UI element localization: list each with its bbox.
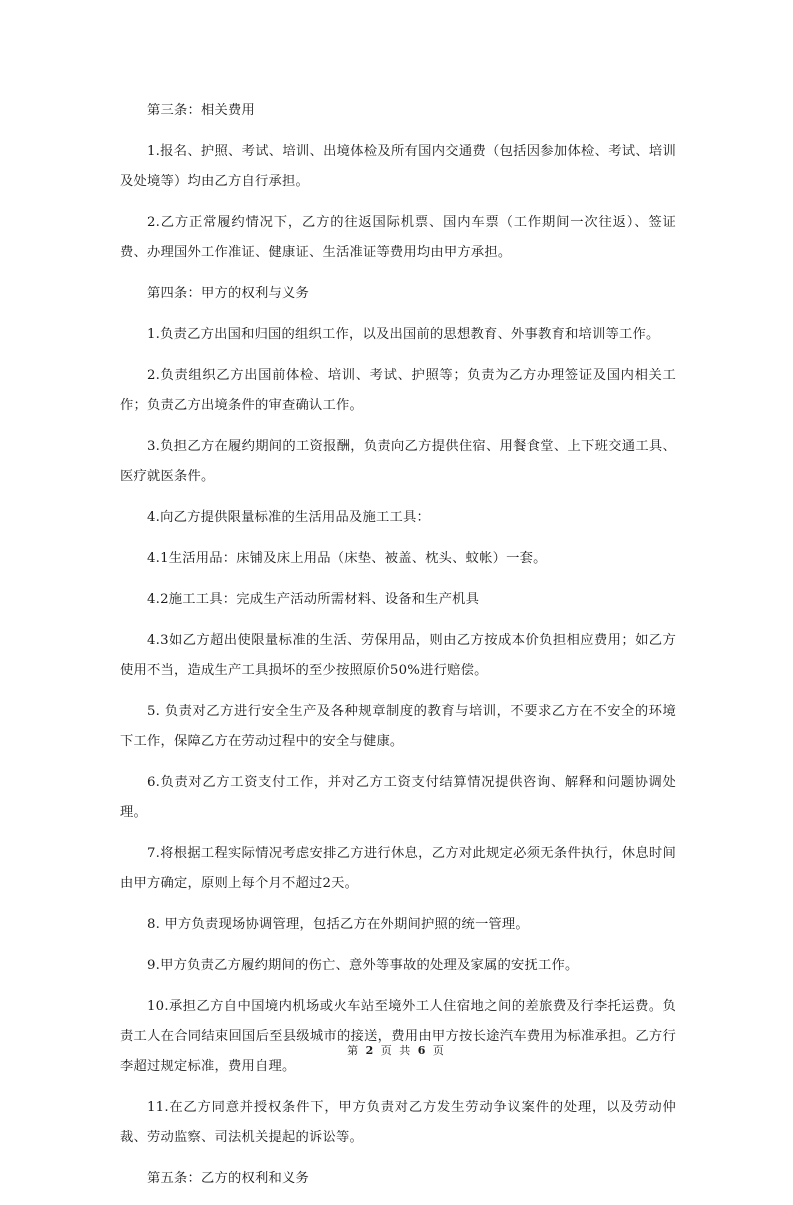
clause-3-1: 1.报名、护照、考试、培训、出境体检及所有国内交通费（包括因参加体检、考试、培训及处境等）均由乙方自行承担。 xyxy=(120,144,676,189)
clause-4-4-3: 4.3如乙方超出使限量标准的生活、劳保用品，则由乙方按成本价负担相应费用；如乙方使用不当，造成生产工具损坏的至少按照原价50%进行赔偿。 xyxy=(120,633,676,678)
footer-middle: 页 共 xyxy=(380,1044,413,1057)
clause-3-2: 2.乙方正常履约情况下，乙方的往返国际机票、国内车票（工作期间一次往返）、签证费、办理国外工作准证、健康证、生活准证等费用均由甲方承担。 xyxy=(120,215,676,260)
clause-4-4: 4.向乙方提供限量标准的生活用品及施工工具： xyxy=(147,510,431,525)
document-body xyxy=(120,96,676,1205)
footer-prefix: 第 xyxy=(347,1044,361,1057)
clause-4-1: 1.负责乙方出国和归国的组织工作，以及出国前的思想教育、外事教育和培训等工作。 xyxy=(147,327,660,342)
footer-page-number: 2 xyxy=(365,1044,376,1057)
footer-total-pages: 6 xyxy=(417,1044,428,1057)
clause-4-11: 11.在乙方同意并授权条件下，甲方负责对乙方发生劳动争议案件的处理，以及劳动仲裁、劳动监察、司法机关提起的诉讼等。 xyxy=(120,1100,676,1145)
footer-suffix: 页 xyxy=(432,1044,446,1057)
clause-4-8: 8. 甲方负责现场协调管理，包括乙方在外期间护照的统一管理。 xyxy=(147,917,529,932)
clause-4-7: 7.将根据工程实际情况考虑安排乙方进行休息，乙方对此规定必须无条件执行，休息时间由甲方确定，原则上每个月不超过2天。 xyxy=(120,846,676,891)
clause-4-6: 6.负责对乙方工资支付工作，并对乙方工资支付结算情况提供咨询、解释和问题协调处理。 xyxy=(120,775,676,820)
clause-4-4-2: 4.2施工工具：完成生产活动所需材料、设备和生产机具 xyxy=(147,592,480,607)
section-heading-4: 第四条：甲方的权利与义务 xyxy=(147,286,309,301)
page-footer xyxy=(0,1042,793,1058)
clause-4-10: 10.承担乙方自中国境内机场或火车站至境外工人住宿地之间的差旅费及行李托运费。负责工人在合同结束回国后至县级城市的接送，费用由甲方按长途汽车费用为标准承担。乙方行李超过规定标准，费用自理。 xyxy=(120,999,676,1074)
clause-4-4-1: 4.1生活用品：床铺及床上用品（床垫、被盖、枕头、蚊帐）一套。 xyxy=(147,551,547,566)
clause-4-2: 2.负责组织乙方出国前体检、培训、考试、护照等；负责为乙方办理签证及国内相关工作；负责乙方出境条件的审查确认工作。 xyxy=(120,368,676,413)
clause-4-5: 5. 负责对乙方进行安全生产及各种规章制度的教育与培训，不要求乙方在不安全的环境下工作，保障乙方在劳动过程中的安全与健康。 xyxy=(120,704,676,749)
clause-4-3: 3.负担乙方在履约期间的工资报酬，负责向乙方提供住宿、用餐食堂、上下班交通工具、医疗就医条件。 xyxy=(120,439,676,484)
section-heading-3: 第三条：相关费用 xyxy=(147,103,255,118)
clause-4-9: 9.甲方负责乙方履约期间的伤亡、意外等事故的处理及家属的安抚工作。 xyxy=(147,958,579,973)
section-heading-5: 第五条：乙方的权利和义务 xyxy=(147,1171,309,1186)
